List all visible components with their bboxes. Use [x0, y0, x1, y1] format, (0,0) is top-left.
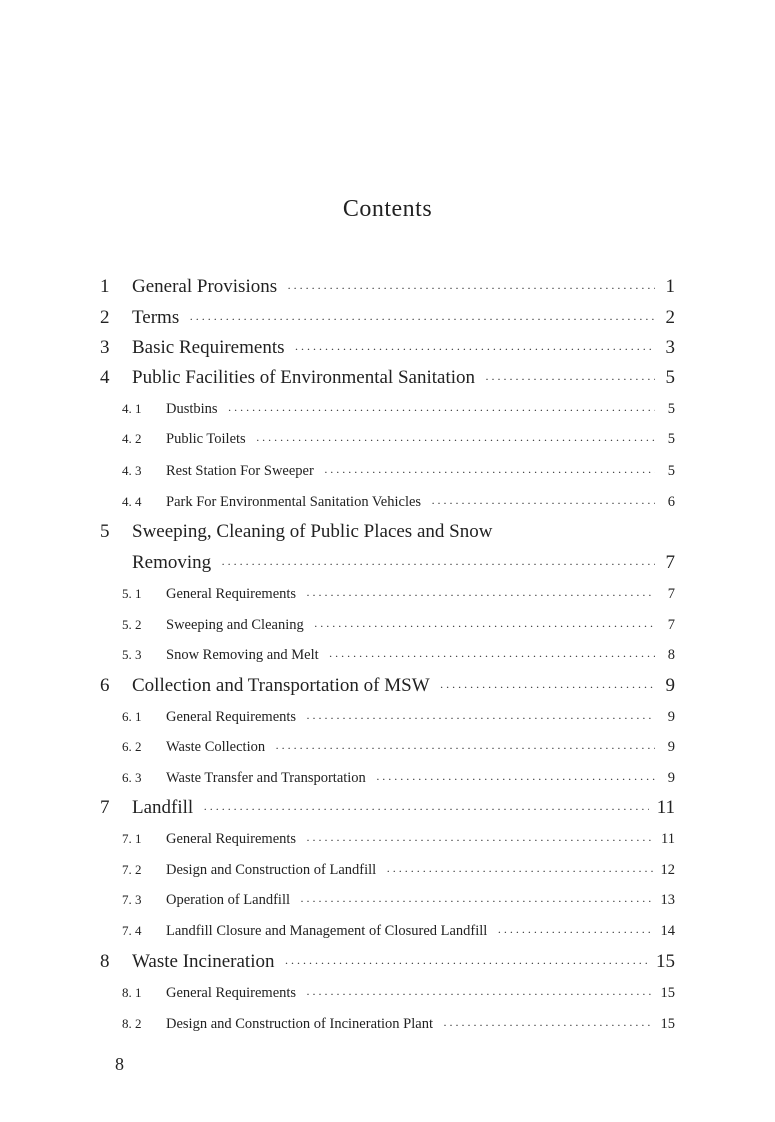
toc-page: 11 — [661, 830, 675, 847]
dot-leader — [324, 466, 655, 478]
toc-entry-5-3[interactable] — [122, 641, 675, 669]
dot-leader — [386, 865, 652, 877]
toc-page: 2 — [665, 307, 675, 328]
toc-entry-5-1[interactable] — [122, 580, 675, 608]
toc-entry-7[interactable] — [100, 794, 675, 822]
toc-number: 8 — [100, 951, 110, 972]
toc-entry-7-2[interactable] — [122, 856, 675, 884]
toc-page: 9 — [667, 769, 675, 786]
dot-leader — [376, 773, 655, 785]
dot-leader — [443, 1019, 653, 1031]
toc-number: 5. 1 — [122, 586, 142, 601]
toc-label: Rest Station For Sweeper — [166, 462, 314, 479]
toc-entry-3[interactable] — [100, 334, 675, 362]
toc-page: 8 — [667, 646, 675, 663]
dot-leader — [306, 712, 655, 724]
toc-entry-6-1[interactable] — [122, 703, 675, 731]
toc-number: 3 — [100, 337, 110, 358]
toc-page: 15 — [660, 1015, 675, 1032]
toc-entry-1[interactable] — [100, 273, 675, 301]
toc-number: 4. 1 — [122, 401, 142, 416]
toc-label: Operation of Landfill — [166, 891, 291, 908]
toc-number: 5. 3 — [122, 647, 142, 662]
toc-label: Design and Construction of Landfill — [166, 861, 377, 878]
toc-page: 12 — [660, 861, 675, 878]
toc-page: 6 — [667, 493, 675, 510]
toc-number: 8. 1 — [122, 985, 142, 1000]
toc-number: 8. 2 — [122, 1016, 142, 1031]
toc-page: 5 — [665, 367, 675, 388]
toc-label: Sweeping and Cleaning — [166, 616, 304, 633]
toc-page: 14 — [660, 922, 675, 939]
toc-label: General Requirements — [166, 585, 297, 602]
toc-page: 9 — [667, 708, 675, 725]
toc-page: 9 — [665, 675, 675, 696]
toc-page: 5 — [667, 430, 675, 447]
toc-entry-4-4[interactable] — [122, 488, 675, 516]
toc-entry-4-1[interactable] — [122, 395, 675, 423]
toc-page: 7 — [667, 585, 675, 602]
page-number: 8 — [115, 1054, 124, 1074]
toc-number: 1 — [100, 276, 110, 297]
toc-page: 15 — [660, 984, 675, 1001]
toc-number: 7. 1 — [122, 831, 142, 846]
toc-label: Dustbins — [166, 400, 218, 417]
toc-label: Park For Environmental Sanitation Vehicles — [166, 493, 422, 510]
toc-entry-5-continued[interactable] — [100, 549, 675, 577]
toc-label: General Provisions — [132, 276, 278, 297]
dot-leader — [295, 343, 656, 355]
dot-leader — [287, 282, 655, 294]
dot-leader — [275, 742, 655, 754]
toc-number: 7. 2 — [122, 862, 142, 877]
toc-entry-8[interactable] — [100, 948, 675, 976]
dot-leader — [256, 434, 655, 446]
dot-leader — [228, 404, 655, 416]
toc-page: 13 — [660, 891, 675, 908]
dot-leader — [431, 497, 655, 509]
toc-number: 4. 3 — [122, 463, 142, 478]
toc-entry-8-2[interactable] — [122, 1010, 675, 1038]
toc-label: Waste Transfer and Transportation — [166, 769, 366, 786]
toc-number: 7 — [100, 797, 110, 818]
toc-number: 4. 4 — [122, 494, 142, 509]
toc-page: 15 — [656, 951, 675, 972]
toc-page: 3 — [665, 337, 675, 358]
dot-leader — [306, 589, 655, 601]
toc-entry-6-3[interactable] — [122, 764, 675, 792]
toc-entry-7-3[interactable] — [122, 886, 675, 914]
toc-entry-6-2[interactable] — [122, 733, 675, 761]
toc-label: Waste Incineration — [132, 951, 275, 972]
toc-entry-6[interactable] — [100, 672, 675, 700]
toc-number: 7. 4 — [122, 923, 142, 938]
toc-number: 2 — [100, 307, 110, 328]
toc-label: Public Facilities of Environmental Sanitation — [132, 367, 476, 388]
page-title: Contents — [342, 196, 433, 222]
dot-leader — [221, 558, 655, 570]
dot-leader — [285, 957, 649, 969]
toc-label: Waste Collection — [166, 738, 266, 755]
dot-leader — [189, 313, 655, 325]
toc-page: 5 — [667, 462, 675, 479]
toc-entry-7-4[interactable] — [122, 917, 675, 945]
toc-number: 6. 2 — [122, 739, 142, 754]
toc-label: Snow Removing and Melt — [166, 646, 319, 663]
toc-number: 5 — [100, 521, 110, 542]
toc-label: Public Toilets — [166, 430, 246, 447]
toc-label: Design and Construction of Incineration Plant — [166, 1015, 433, 1032]
toc-label: General Requirements — [166, 830, 297, 847]
dot-leader — [485, 373, 655, 385]
toc-number: 4 — [100, 367, 110, 388]
toc-number: 4. 2 — [122, 431, 142, 446]
toc-page: 7 — [665, 552, 675, 573]
toc-label: Landfill Closure and Management of Closured Landfill — [166, 922, 488, 939]
toc-number: 7. 3 — [122, 892, 142, 907]
dot-leader — [203, 803, 649, 815]
dot-leader — [306, 988, 652, 1000]
toc-number: 6. 1 — [122, 709, 142, 724]
dot-leader — [329, 650, 655, 662]
toc-entry-5-2[interactable] — [122, 611, 675, 639]
dot-leader — [497, 926, 652, 938]
toc-entry-2[interactable] — [100, 304, 675, 332]
toc-page: 9 — [667, 738, 675, 755]
toc-label: Collection and Transportation of MSW — [132, 675, 430, 696]
toc-entry-4-2[interactable] — [122, 425, 675, 453]
toc-page: 1 — [665, 276, 675, 297]
toc-entry-8-1[interactable] — [122, 979, 675, 1007]
toc-label: Landfill — [132, 797, 194, 818]
toc-page: 11 — [656, 797, 675, 818]
toc-label: Sweeping, Cleaning of Public Places and Snow — [132, 521, 493, 542]
toc-entry-7-1[interactable] — [122, 825, 675, 853]
dot-leader — [314, 620, 655, 632]
toc-entry-4-3[interactable] — [122, 457, 675, 485]
toc-label: Basic Requirements — [132, 337, 285, 358]
dot-leader — [440, 681, 655, 693]
toc-label: Terms — [132, 307, 180, 328]
toc-number: 5. 2 — [122, 617, 142, 632]
dot-leader — [300, 895, 652, 907]
dot-leader — [306, 834, 653, 846]
toc-label-continued: Removing — [132, 552, 212, 573]
toc-entry-5[interactable] — [100, 518, 675, 546]
toc-page: 7 — [667, 616, 675, 633]
toc-number: 6. 3 — [122, 770, 142, 785]
toc-number: 6 — [100, 675, 110, 696]
toc-page: 5 — [667, 400, 675, 417]
toc-label: General Requirements — [166, 708, 297, 725]
toc-entry-4[interactable] — [100, 364, 675, 392]
toc-label: General Requirements — [166, 984, 297, 1001]
